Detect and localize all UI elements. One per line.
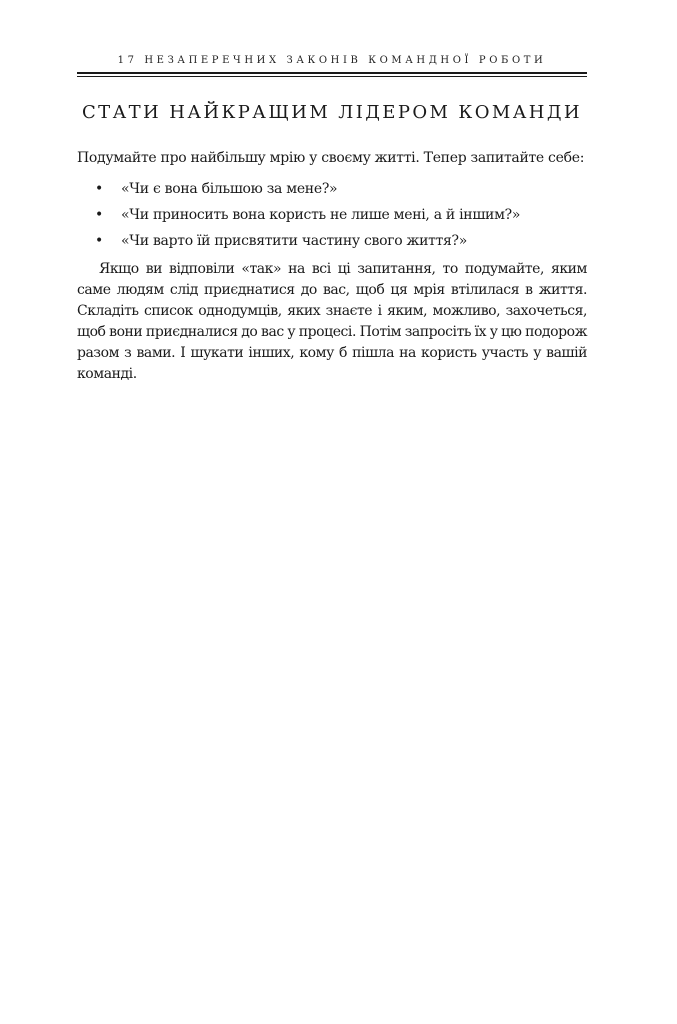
list-item-text: «Чи приносить вона користь не лише мені, а й іншим?» <box>121 207 521 223</box>
running-head: 17 НЕЗАПЕРЕЧНИХ ЗАКОНІВ КОМАНДНОЇ РОБОТИ <box>117 55 547 66</box>
intro-paragraph: Подумайте про найбільшу мрію у своєму житті. Тепер запитайте себе: <box>77 150 585 166</box>
list-item <box>77 176 587 202</box>
bullet-icon: • <box>95 233 103 249</box>
section-title: СТАТИ НАЙКРАЩИМ ЛІДЕРОМ КОМАНДИ <box>81 102 583 123</box>
bullet-icon: • <box>95 181 103 197</box>
header-rule-thin <box>77 76 587 77</box>
header-rule-thick <box>77 72 587 74</box>
list-item-text: «Чи варто їй присвятити частину свого життя?» <box>121 233 468 249</box>
body-paragraph: Якщо ви відповіли «так» на всі ці запитання, то подумайте, яким саме людям слід приєднатися до вас, щоб ця мрія втілилася в життя. Складіть список однодумців, яких знаєте і яким, можливо, захочеться, щоб вони приєдналися до вас у процесі. Потім запросіть їх у цю подорож разом з вами. І шукати інших, кому б пішла на користь участь у вашій команді. <box>77 261 587 382</box>
question-list <box>77 176 587 254</box>
bullet-icon: • <box>95 207 103 223</box>
list-item <box>77 228 587 254</box>
list-item <box>77 202 587 228</box>
list-item-text: «Чи є вона більшою за мене?» <box>121 181 338 197</box>
